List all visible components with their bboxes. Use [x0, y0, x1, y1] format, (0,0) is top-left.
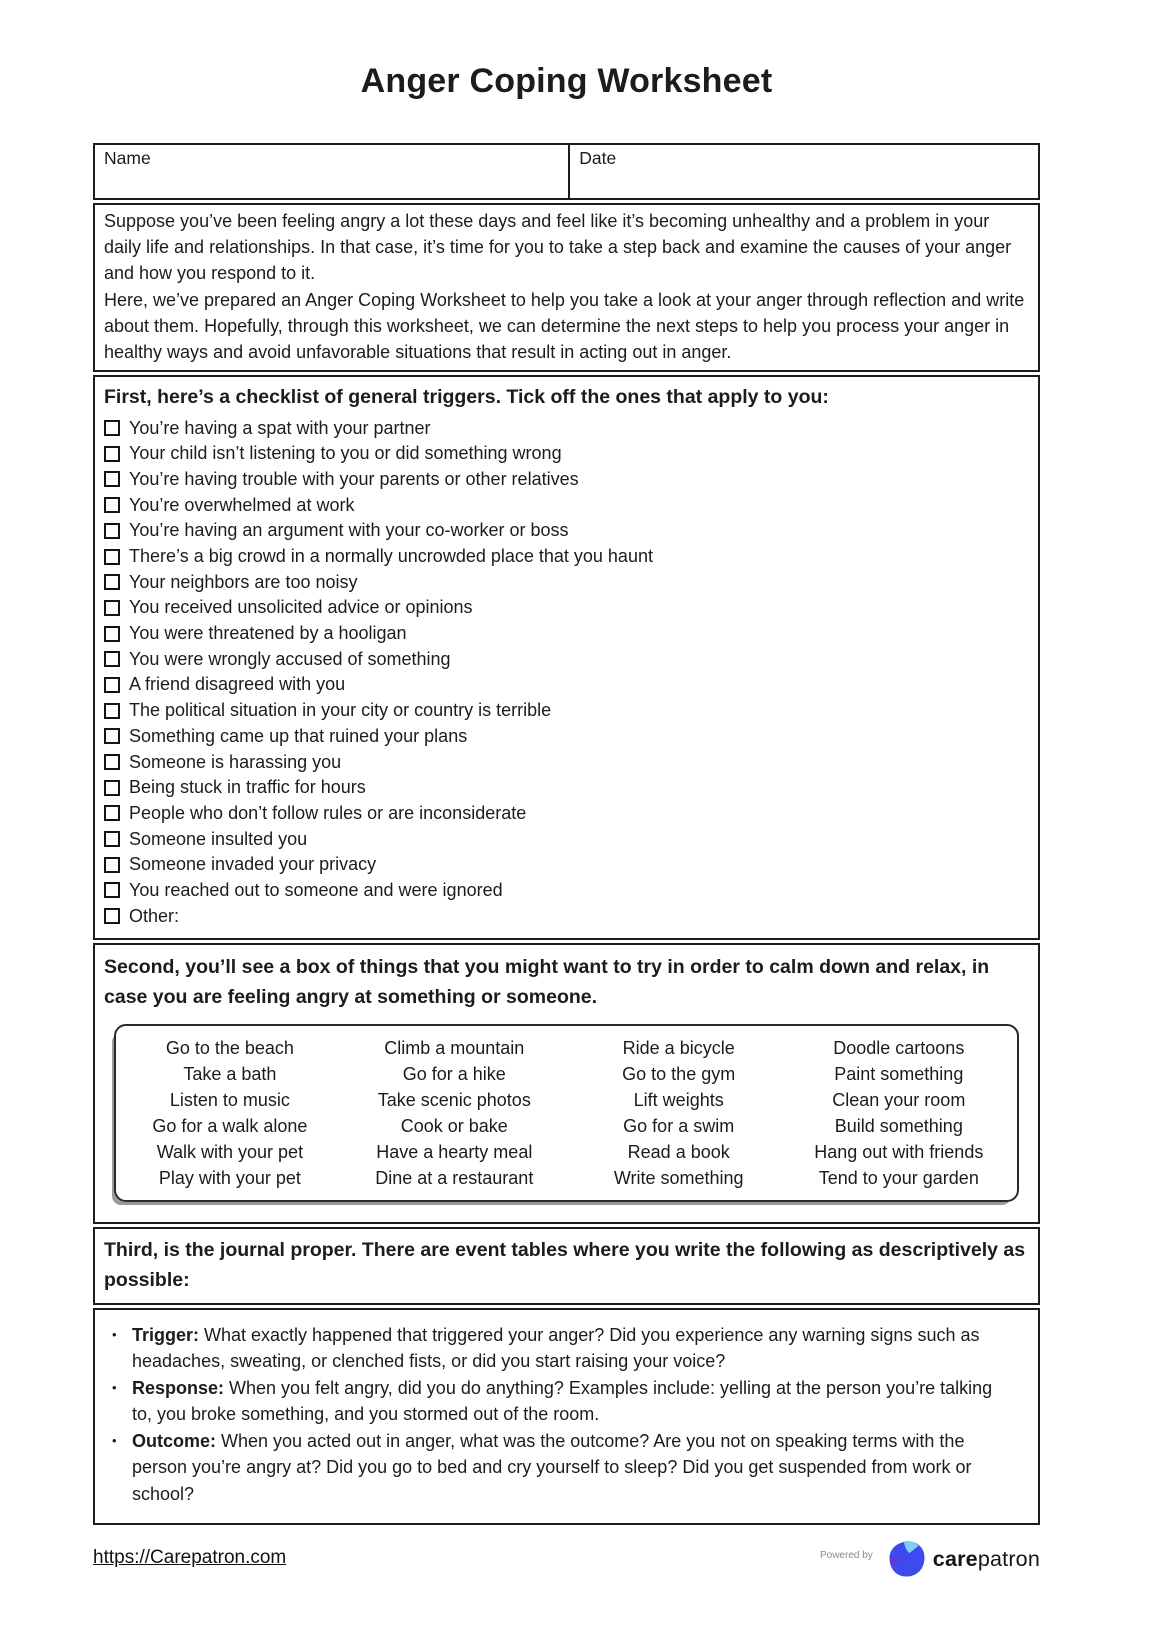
checklist-item: You received unsolicited advice or opinions [104, 595, 1029, 621]
checklist-item: There’s a big crowd in a normally uncrowded place that you haunt [104, 544, 1029, 570]
activity-item: Hang out with friends [814, 1141, 984, 1162]
checklist-item: Someone is harassing you [104, 749, 1029, 775]
checkbox[interactable] [104, 728, 120, 744]
activity-item: Paint something [834, 1063, 964, 1084]
checkbox[interactable] [104, 831, 120, 847]
checkbox[interactable] [104, 626, 120, 642]
activity-item: Go for a hike [402, 1063, 506, 1084]
checkbox[interactable] [104, 908, 120, 924]
name-field[interactable] [95, 145, 570, 198]
intro-section [93, 203, 1040, 372]
checkbox[interactable] [104, 805, 120, 821]
checklist-item: People who don’t follow rules or are inconsiderate [104, 801, 1029, 827]
bullet-text: When you felt angry, did you do anything? Examples include: yelling at the person you’re talking to, you broke something, and you stormed out of the room. [132, 1377, 993, 1425]
activity-item: Tend to your garden [818, 1167, 979, 1188]
checklist-item: Someone insulted you [104, 826, 1029, 852]
footer [93, 1539, 1040, 1579]
activity-item: Have a hearty meal [376, 1141, 533, 1162]
triggers-checklist-section [93, 375, 1040, 940]
page-title: Anger Coping Worksheet [360, 62, 773, 100]
checkbox[interactable] [104, 703, 120, 719]
calm-down-heading: Second, you’ll see a box of things that you might want to try in order to calm down and relax, in case you are feeling angry at something or someone. [104, 955, 990, 1008]
activity-item: Walk with your pet [156, 1141, 304, 1162]
activity-box [114, 1024, 1019, 1202]
carepatron-link[interactable]: https://Carepatron.com [93, 1547, 287, 1569]
checklist-item: You were wrongly accused of something [104, 646, 1029, 672]
checklist-item: You’re having an argument with your co-worker or boss [104, 518, 1029, 544]
checklist-item: Something came up that ruined your plans [104, 723, 1029, 749]
activity-item: Ride a bicycle [622, 1037, 735, 1058]
checkbox[interactable] [104, 420, 120, 436]
checklist-item: Someone invaded your privacy [104, 852, 1029, 878]
checkbox[interactable] [104, 497, 120, 513]
date-field[interactable] [570, 145, 1038, 198]
activity-item: Go to the gym [622, 1063, 736, 1084]
activity-item: Go for a walk alone [152, 1115, 308, 1136]
checkbox[interactable] [104, 574, 120, 590]
brand-lockup [820, 1539, 1040, 1579]
checklist-item: You’re having a spat with your partner [104, 415, 1029, 441]
checklist-item: You’re overwhelmed at work [104, 492, 1029, 518]
activity-item: Doodle cartoons [833, 1037, 965, 1058]
checkbox[interactable] [104, 446, 120, 462]
activity-column [122, 1035, 338, 1191]
powered-by-label: Powered by [819, 1549, 873, 1561]
bullet-label: Outcome: [132, 1430, 217, 1451]
carepatron-logo-icon [887, 1539, 927, 1579]
date-label: Date [579, 148, 617, 168]
checklist-item: You’re having trouble with your parents or other relatives [104, 467, 1029, 493]
intro-paragraph-1: Suppose you’ve been feeling angry a lot these days and feel like it’s becoming unhealthy and a problem in your daily life and relationships. In that case, it’s time for you to take a step back and examine the causes of your anger and how you respond to it. [104, 211, 1012, 284]
activity-item: Dine at a restaurant [375, 1167, 534, 1188]
journal-bullets-section [93, 1308, 1040, 1526]
activity-column [787, 1035, 1011, 1191]
checklist-item: A friend disagreed with you [104, 672, 1029, 698]
activity-item: Lift weights [633, 1089, 724, 1110]
activity-item: Read a book [627, 1141, 730, 1162]
checkbox[interactable] [104, 600, 120, 616]
bullet-label: Trigger: [132, 1324, 200, 1345]
activity-item: Cook or bake [400, 1115, 508, 1136]
activity-item: Take scenic photos [377, 1089, 531, 1110]
bullet-text: What exactly happened that triggered your anger? Did you experience any warning signs such as headaches, sweating, or clenched fists, or did you start raising your voice? [132, 1324, 980, 1372]
intro-paragraph-2: Here, we’ve prepared an Anger Coping Worksheet to help you take a look at your anger through reflection and write about them. Hopefully, through this worksheet, we can determine the next steps to help you process your anger in healthy ways and avoid unfavorable situations that result in acting out in anger. [104, 289, 1025, 363]
activity-item: Climb a mountain [384, 1037, 525, 1058]
activity-column [338, 1035, 571, 1191]
journal-bullet-response [95, 1375, 1014, 1428]
bullet-text: When you acted out in anger, what was the outcome? Are you not on speaking terms with the person you’re angry at? Did you go to bed and cry yourself to sleep? Did you get suspended from work or school? [132, 1430, 972, 1504]
activity-item: Build something [834, 1115, 963, 1136]
journal-heading: Third, is the journal proper. There are event tables where you write the following as descriptively as possible: [104, 1238, 1026, 1291]
activity-item: Listen to music [169, 1089, 290, 1110]
name-date-table [93, 143, 1040, 200]
journal-bullet-trigger [95, 1322, 1014, 1375]
checkbox[interactable] [104, 471, 120, 487]
checklist-item: You were threatened by a hooligan [104, 621, 1029, 647]
activity-item: Clean your room [832, 1089, 966, 1110]
activity-item: Go to the beach [165, 1037, 294, 1058]
journal-bullet-outcome [95, 1428, 1014, 1508]
checklist-heading: First, here’s a checklist of general triggers. Tick off the ones that apply to you: [104, 386, 829, 409]
checklist-item: Your neighbors are too noisy [104, 569, 1029, 595]
activity-column [571, 1035, 787, 1191]
checkbox[interactable] [104, 549, 120, 565]
checklist-item: You reached out to someone and were ignored [104, 878, 1029, 904]
checkbox[interactable] [104, 677, 120, 693]
activity-item: Play with your pet [158, 1167, 301, 1188]
checklist-item: Being stuck in traffic for hours [104, 775, 1029, 801]
checkbox[interactable] [104, 523, 120, 539]
name-label: Name [104, 148, 151, 168]
bullet-label: Response: [132, 1377, 225, 1398]
checkbox[interactable] [104, 754, 120, 770]
calm-down-section [93, 943, 1040, 1224]
carepatron-wordmark: carepatron [932, 1546, 1040, 1571]
checkbox[interactable] [104, 882, 120, 898]
checkbox[interactable] [104, 857, 120, 873]
checkbox[interactable] [104, 651, 120, 667]
checklist-item: Other: [104, 903, 1029, 929]
checklist-item: Your child isn’t listening to you or did something wrong [104, 441, 1029, 467]
activity-item: Take a bath [183, 1063, 277, 1084]
checkbox[interactable] [104, 780, 120, 796]
activity-item: Go for a swim [623, 1115, 735, 1136]
activity-item: Write something [613, 1167, 744, 1188]
journal-heading-section [93, 1227, 1040, 1305]
checklist-item: The political situation in your city or country is terrible [104, 698, 1029, 724]
